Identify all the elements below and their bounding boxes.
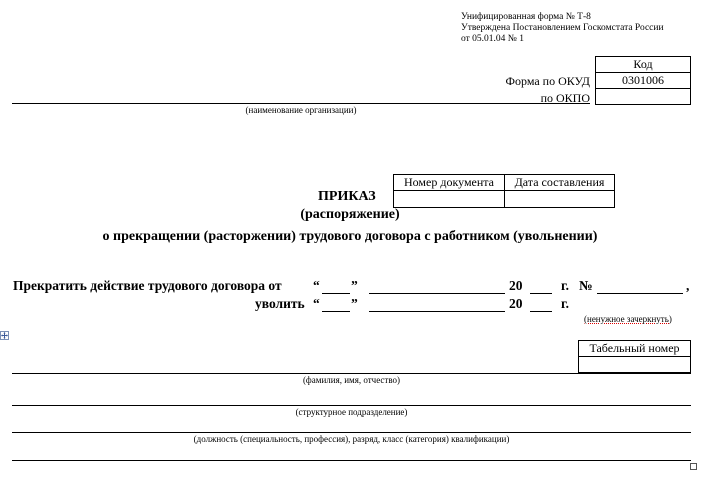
document-date-header: Дата составления — [505, 175, 615, 191]
okud-value[interactable]: 0301006 — [596, 73, 691, 89]
document-number-value[interactable] — [394, 191, 505, 208]
organization-line[interactable] — [12, 103, 590, 104]
terminate-quote-open: “ — [313, 278, 320, 293]
document-number-header: Номер документа — [394, 175, 505, 191]
dismiss-year-field[interactable] — [530, 311, 552, 312]
dismiss-day-field[interactable] — [322, 311, 350, 312]
personnel-number-value[interactable] — [579, 357, 691, 373]
form-reference-line3: от 05.01.04 № 1 — [461, 34, 524, 44]
contract-number-field[interactable] — [597, 293, 683, 294]
personnel-number-table — [578, 340, 691, 373]
document-date-value[interactable] — [505, 191, 615, 208]
dismiss-year-prefix: 20 — [509, 296, 523, 311]
codes-table — [595, 56, 691, 105]
personnel-number-header: Табельный номер — [579, 341, 691, 357]
form-reference-line1: Унифицированная форма № Т-8 — [461, 12, 591, 22]
move-handle-icon[interactable] — [0, 327, 9, 336]
terminate-quote-close: ” — [351, 278, 358, 293]
terminate-year-field[interactable] — [530, 293, 552, 294]
code-header: Код — [596, 57, 691, 73]
terminate-day-field[interactable] — [322, 293, 350, 294]
okud-label: Форма по ОКУД — [505, 74, 590, 88]
organization-caption: (наименование организации) — [245, 105, 357, 115]
department-line[interactable] — [12, 405, 691, 406]
full-name-line[interactable] — [12, 373, 691, 374]
strike-note: (ненужное зачеркнуть) — [584, 314, 672, 324]
form-reference-line2: Утверждена Постановлением Госкомстата России — [461, 23, 664, 33]
document-table — [393, 174, 615, 208]
order-title: ПРИКАЗ — [318, 189, 376, 204]
terminate-month-field[interactable] — [369, 293, 505, 294]
position-caption: (должность (специальность, профессия), разряд, класс (категория) квалификации) — [193, 434, 510, 444]
okpo-value[interactable] — [596, 89, 691, 105]
dismiss-quote-open: “ — [313, 296, 320, 311]
bottom-line[interactable] — [12, 460, 691, 461]
terminate-year-suffix: г. — [561, 278, 569, 293]
order-subtitle: (распоряжение) — [300, 207, 400, 222]
full-name-caption: (фамилия, имя, отчество) — [302, 375, 401, 385]
dismiss-year-suffix: г. — [561, 296, 569, 311]
department-caption: (структурное подразделение) — [295, 407, 408, 417]
form-reference — [461, 12, 701, 45]
dismiss-label: уволить — [255, 296, 305, 311]
order-description: о прекращении (расторжении) трудового договора с работником (увольнении) — [102, 229, 598, 244]
resize-handle-icon[interactable] — [690, 463, 697, 470]
contract-number-sign: № — [579, 278, 593, 293]
terminate-label: Прекратить действие трудового договора от — [13, 278, 282, 293]
dismiss-month-field[interactable] — [369, 311, 505, 312]
okpo-label: по ОКПО — [540, 91, 590, 105]
position-line[interactable] — [12, 432, 691, 433]
terminate-year-prefix: 20 — [509, 278, 523, 293]
contract-comma: , — [686, 278, 690, 293]
dismiss-quote-close: ” — [351, 296, 358, 311]
